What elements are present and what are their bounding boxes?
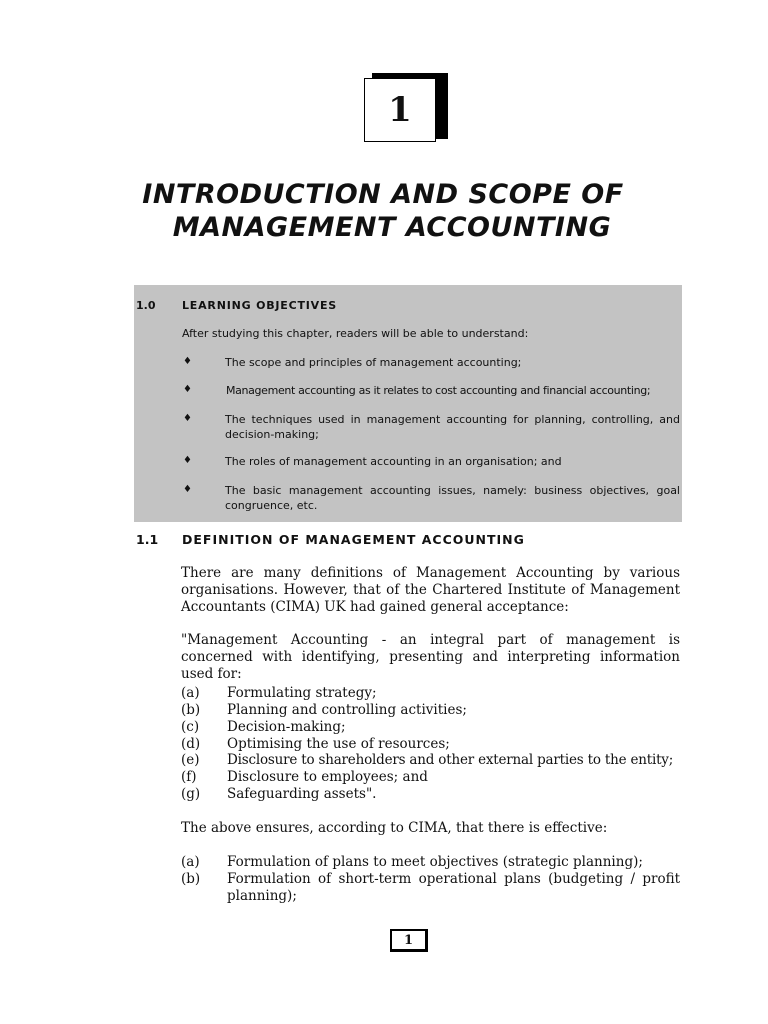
page-number: 1 xyxy=(403,932,414,948)
list-item-label: (e) xyxy=(181,752,200,768)
list-item: Formulating strategy; xyxy=(227,685,377,701)
objective-item: The techniques used in management accounting for planning, controlling, and decision-making; xyxy=(225,413,680,441)
diamond-bullet-icon: ♦ xyxy=(183,384,192,395)
diamond-bullet-icon: ♦ xyxy=(183,413,192,424)
definition-paragraph-1: There are many definitions of Management Accounting by various organisations. However, that of the Chartered Institute of Management Accountants (CIMA) UK had gained general acceptance: xyxy=(181,565,680,615)
list-item: Optimising the use of resources; xyxy=(227,736,450,752)
list-item-label: (a) xyxy=(181,854,200,870)
objective-item: The basic management accounting issues, namely: business objectives, goal congruence, etc. xyxy=(225,484,680,512)
list-item: Disclosure to employees; and xyxy=(227,769,428,785)
list-item-label: (g) xyxy=(181,786,201,802)
diamond-bullet-icon: ♦ xyxy=(183,484,192,495)
objective-item: The scope and principles of management accounting; xyxy=(225,356,522,369)
chapter-number-box xyxy=(364,78,436,142)
section-heading-learning-objectives: LEARNING OBJECTIVES xyxy=(182,299,338,312)
list-item-label: (a) xyxy=(181,685,200,701)
objectives-intro: After studying this chapter, readers will be able to understand: xyxy=(182,327,529,340)
definition-paragraph-2: "Management Accounting - an integral part of management is concerned with identifying, presenting and interpreting information used for: xyxy=(181,632,680,682)
chapter-title-line-2: MANAGEMENT ACCOUNTING xyxy=(172,212,612,243)
list-item: Disclosure to shareholders and other external parties to the entity; xyxy=(227,752,674,768)
objective-item: Management accounting as it relates to cost accounting and financial accounting; xyxy=(226,384,651,397)
list-item: Formulation of short-term operational plans (budgeting / profit planning); xyxy=(227,871,680,904)
chapter-number: 1 xyxy=(388,90,412,130)
section-number-1-1: 1.1 xyxy=(136,532,159,547)
list-item-label: (c) xyxy=(181,719,200,735)
section-number-1-0: 1.0 xyxy=(136,299,156,312)
list-item: Safeguarding assets". xyxy=(227,786,377,802)
objective-item: The roles of management accounting in an organisation; and xyxy=(225,455,562,468)
chapter-title-line-1: INTRODUCTION AND SCOPE OF xyxy=(142,179,624,210)
diamond-bullet-icon: ♦ xyxy=(183,356,192,367)
list-item-label: (f) xyxy=(181,769,197,785)
list-item-label: (d) xyxy=(181,736,201,752)
list-item: Formulation of plans to meet objectives (strategic planning); xyxy=(227,854,643,870)
list-item-label: (b) xyxy=(181,871,201,887)
list-item-label: (b) xyxy=(181,702,201,718)
list-item: Decision-making; xyxy=(227,719,346,735)
diamond-bullet-icon: ♦ xyxy=(183,455,192,466)
page-number-box xyxy=(390,929,428,952)
list-item: Planning and controlling activities; xyxy=(227,702,467,718)
definition-paragraph-3: The above ensures, according to CIMA, that there is effective: xyxy=(181,820,608,836)
section-heading-definition: DEFINITION OF MANAGEMENT ACCOUNTING xyxy=(182,532,525,547)
